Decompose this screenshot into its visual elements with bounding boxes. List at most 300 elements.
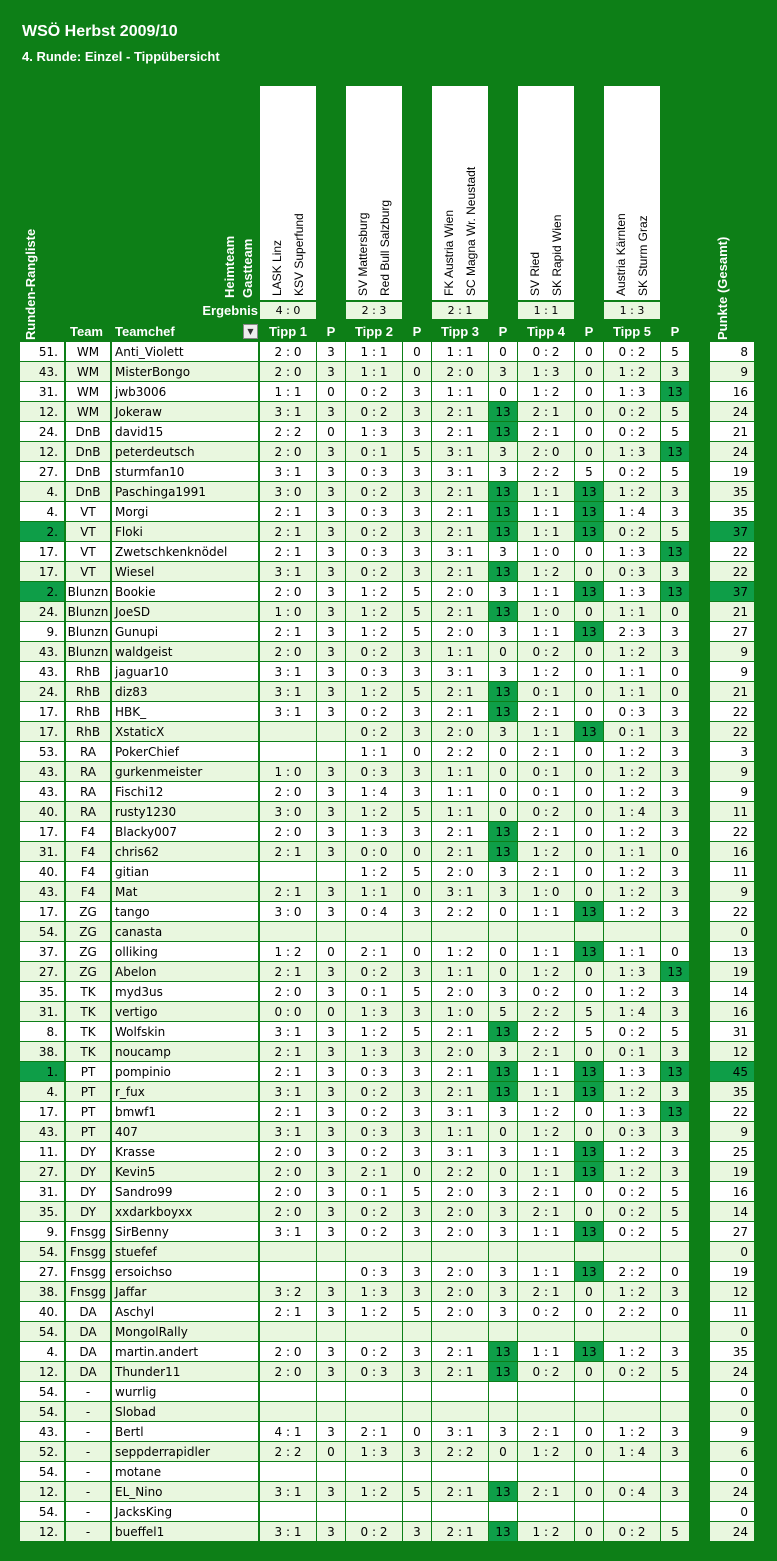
rank-cell: 54. — [20, 1402, 64, 1421]
points-cell: 5 — [489, 1002, 517, 1021]
points-cell: 0 — [489, 382, 517, 401]
tipp-cell: 0 : 2 — [604, 422, 660, 441]
tipp-cell: 2 : 2 — [604, 1302, 660, 1321]
points-cell — [661, 1462, 689, 1481]
table-row — [20, 1242, 754, 1262]
points-cell — [317, 1462, 345, 1481]
points-cell: 3 — [403, 1362, 431, 1381]
rank-cell: 43. — [20, 782, 64, 801]
table-row — [20, 1162, 754, 1182]
points-cell: 3 — [317, 1482, 345, 1501]
total-cell: 25 — [710, 1142, 754, 1161]
table-row — [20, 502, 754, 522]
points-cell: 3 — [489, 982, 517, 1001]
total-cell: 9 — [710, 662, 754, 681]
tipp-cell — [260, 1382, 316, 1401]
rank-cell: 12. — [20, 402, 64, 421]
tipp-cell: 1 : 2 — [604, 1082, 660, 1101]
points-cell: 0 — [575, 1362, 603, 1381]
team-cell: Blunzn — [66, 582, 110, 601]
points-cell: 0 — [575, 442, 603, 461]
total-cell: 24 — [710, 402, 754, 421]
team-cell: Fnsgg — [66, 1222, 110, 1241]
team-cell: PT — [66, 1082, 110, 1101]
tipp-header: Tipp 4 — [526, 324, 566, 339]
points-cell: 0 — [575, 1282, 603, 1301]
team-cell: ZG — [66, 902, 110, 921]
table-row — [20, 742, 754, 762]
tipp-cell: 2 : 2 — [432, 742, 488, 761]
total-cell: 8 — [710, 342, 754, 361]
points-cell: 3 — [317, 542, 345, 561]
tipp-cell: 1 : 2 — [604, 1142, 660, 1161]
total-cell: 11 — [710, 862, 754, 881]
p-header: P — [412, 324, 422, 339]
points-cell: 0 — [661, 942, 689, 961]
table-row — [20, 1282, 754, 1302]
points-cell: 13 — [489, 822, 517, 841]
points-cell: 3 — [489, 662, 517, 681]
points-cell: 3 — [403, 1202, 431, 1221]
points-cell: 13 — [661, 442, 689, 461]
points-cell: 3 — [489, 462, 517, 481]
dropdown-arrow-icon[interactable]: ▼ — [243, 324, 258, 339]
table-row — [20, 802, 754, 822]
team-cell: RhB — [66, 682, 110, 701]
tipp-cell: 0 : 3 — [346, 542, 402, 561]
tipp-cell: 1 : 2 — [518, 1102, 574, 1121]
tipp-cell: 1 : 3 — [604, 542, 660, 561]
points-cell: 3 — [661, 562, 689, 581]
points-cell: 5 — [661, 1202, 689, 1221]
tipp-cell: 1 : 2 — [346, 1022, 402, 1041]
points-cell: 0 — [575, 382, 603, 401]
tipp-cell: 0 : 3 — [604, 702, 660, 721]
tipp-cell: 1 : 4 — [346, 782, 402, 801]
tipp-cell: 1 : 1 — [346, 362, 402, 381]
teamchef-cell: wurrlig — [112, 1382, 258, 1401]
total-cell: 22 — [710, 722, 754, 741]
points-cell: 0 — [489, 642, 517, 661]
tipp-cell: 0 : 2 — [518, 1362, 574, 1381]
points-cell: 3 — [661, 722, 689, 741]
tipp-cell: 1 : 4 — [604, 502, 660, 521]
team-cell: F4 — [66, 842, 110, 861]
points-cell: 3 — [317, 1342, 345, 1361]
rank-cell: 27. — [20, 962, 64, 981]
points-cell: 0 — [575, 982, 603, 1001]
tipp-cell: 1 : 3 — [604, 442, 660, 461]
tipp-cell: 2 : 1 — [518, 1282, 574, 1301]
points-cell — [489, 1502, 517, 1521]
tipp-cell — [432, 1322, 488, 1341]
tipp-cell — [346, 1322, 402, 1341]
tipp-cell — [346, 1502, 402, 1521]
table-row — [20, 422, 754, 442]
tipp-cell: 2 : 1 — [432, 402, 488, 421]
points-cell: 3 — [317, 1282, 345, 1301]
team-cell: - — [66, 1382, 110, 1401]
team-cell: DA — [66, 1342, 110, 1361]
tipp-cell — [604, 1502, 660, 1521]
tipp-cell: 2 : 1 — [518, 422, 574, 441]
points-cell: 13 — [489, 1482, 517, 1501]
tipp-cell: 2 : 1 — [260, 542, 316, 561]
points-cell: 13 — [661, 382, 689, 401]
team-cell: - — [66, 1502, 110, 1521]
rank-cell: 53. — [20, 742, 64, 761]
points-cell: 3 — [317, 1222, 345, 1241]
tipp-cell: 1 : 1 — [518, 902, 574, 921]
tipp-cell: 0 : 1 — [346, 982, 402, 1001]
total-cell: 27 — [710, 1222, 754, 1241]
points-cell: 0 — [403, 942, 431, 961]
points-cell: 3 — [661, 642, 689, 661]
tipp-cell: 2 : 0 — [260, 1142, 316, 1161]
points-cell — [489, 1242, 517, 1261]
away-team-label: Red Bull Salzburg — [378, 199, 392, 296]
rank-cell: 9. — [20, 1222, 64, 1241]
points-cell: 3 — [317, 1022, 345, 1041]
points-cell: 13 — [489, 502, 517, 521]
points-cell: 3 — [403, 1342, 431, 1361]
table-row — [20, 362, 754, 382]
tipp-cell: 1 : 2 — [604, 742, 660, 761]
tipp-cell: 2 : 1 — [518, 702, 574, 721]
p-header: P — [326, 324, 336, 339]
team-cell: PT — [66, 1122, 110, 1141]
total-cell: 0 — [710, 1382, 754, 1401]
team-cell: - — [66, 1422, 110, 1441]
table-row — [20, 1362, 754, 1382]
points-cell: 3 — [403, 1122, 431, 1141]
rank-cell: 40. — [20, 802, 64, 821]
points-cell — [489, 922, 517, 941]
rank-cell: 38. — [20, 1042, 64, 1061]
points-cell: 3 — [317, 1122, 345, 1141]
points-cell: 5 — [661, 1522, 689, 1541]
tipp-cell: 0 : 2 — [346, 402, 402, 421]
tipp-cell: 0 : 2 — [604, 1362, 660, 1381]
points-cell: 5 — [403, 802, 431, 821]
teamchef-cell: pompinio — [112, 1062, 258, 1081]
tipp-cell — [432, 1242, 488, 1261]
total-cell: 21 — [710, 602, 754, 621]
rank-cell: 54. — [20, 1462, 64, 1481]
rank-cell: 43. — [20, 1122, 64, 1141]
points-cell: 0 — [489, 1442, 517, 1461]
table-row — [20, 482, 754, 502]
tipp-cell — [604, 1382, 660, 1401]
points-cell: 3 — [317, 482, 345, 501]
rangliste-label: Runden-Rangliste — [23, 228, 38, 340]
points-cell — [575, 1382, 603, 1401]
points-cell: 3 — [317, 402, 345, 421]
points-cell: 0 — [403, 342, 431, 361]
rank-cell: 4. — [20, 1342, 64, 1361]
teamchef-cell: martin.andert — [112, 1342, 258, 1361]
teamchef-cell: Anti_Violett — [112, 342, 258, 361]
points-cell: 0 — [575, 602, 603, 621]
teamchef-cell: ersoichso — [112, 1262, 258, 1281]
heimteam-label: Heimteam — [222, 235, 237, 298]
tipp-cell: 2 : 1 — [518, 1202, 574, 1221]
tipp-cell: 2 : 1 — [260, 1102, 316, 1121]
rank-cell: 27. — [20, 1262, 64, 1281]
points-cell — [317, 862, 345, 881]
teamchef-cell: Krasse — [112, 1142, 258, 1161]
team-cell: WM — [66, 382, 110, 401]
team-cell: F4 — [66, 822, 110, 841]
tipp-cell: 2 : 1 — [432, 422, 488, 441]
total-cell: 24 — [710, 442, 754, 461]
tipp-cell: 2 : 1 — [432, 522, 488, 541]
points-cell: 5 — [661, 462, 689, 481]
points-cell — [489, 1402, 517, 1421]
total-cell: 22 — [710, 542, 754, 561]
points-cell: 3 — [317, 702, 345, 721]
tipp-cell — [346, 1462, 402, 1481]
tipp-cell: 2 : 1 — [432, 1482, 488, 1501]
total-cell: 9 — [710, 882, 754, 901]
tipp-cell: 1 : 4 — [604, 1442, 660, 1461]
points-cell: 3 — [661, 1162, 689, 1181]
tipp-cell: 1 : 1 — [518, 1142, 574, 1161]
team-cell: - — [66, 1482, 110, 1501]
match-result: 4 : 0 — [260, 302, 316, 319]
points-cell: 5 — [575, 1022, 603, 1041]
away-team-label: SK Sturm Graz — [636, 215, 650, 296]
teamchef-cell: Morgi — [112, 502, 258, 521]
tipp-cell: 3 : 1 — [260, 1222, 316, 1241]
points-cell: 13 — [489, 1082, 517, 1101]
tipp-cell: 2 : 0 — [432, 622, 488, 641]
points-cell: 3 — [403, 962, 431, 981]
points-cell: 0 — [489, 1162, 517, 1181]
points-cell: 3 — [661, 1422, 689, 1441]
tipp-cell: 0 : 4 — [346, 902, 402, 921]
tipp-cell: 1 : 1 — [518, 1162, 574, 1181]
tipp-cell: 0 : 2 — [604, 1022, 660, 1041]
tipp-cell: 2 : 1 — [432, 1362, 488, 1381]
points-cell: 0 — [489, 902, 517, 921]
tipp-cell: 0 : 3 — [346, 762, 402, 781]
points-cell: 3 — [403, 722, 431, 741]
points-cell — [661, 1242, 689, 1261]
rank-cell: 11. — [20, 1142, 64, 1161]
teamchef-cell: Gunupi — [112, 622, 258, 641]
tipp-cell: 0 : 1 — [604, 722, 660, 741]
points-cell — [661, 1322, 689, 1341]
tipp-cell: 0 : 2 — [604, 1182, 660, 1201]
points-cell: 3 — [489, 1142, 517, 1161]
tipp-cell: 1 : 1 — [604, 662, 660, 681]
points-cell: 3 — [403, 1082, 431, 1101]
points-cell: 3 — [317, 842, 345, 861]
tipp-cell: 0 : 2 — [346, 722, 402, 741]
points-cell: 3 — [317, 682, 345, 701]
points-cell: 5 — [661, 1182, 689, 1201]
tipp-cell: 0 : 2 — [346, 1222, 402, 1241]
teamchef-cell: Zwetschkenknödel — [112, 542, 258, 561]
tipp-cell: 1 : 3 — [604, 1102, 660, 1121]
table-row — [20, 1302, 754, 1322]
points-cell: 3 — [317, 602, 345, 621]
points-cell: 3 — [403, 402, 431, 421]
tipp-cell: 1 : 2 — [518, 662, 574, 681]
total-cell: 24 — [710, 1522, 754, 1541]
points-cell: 3 — [317, 802, 345, 821]
total-cell: 9 — [710, 362, 754, 381]
points-cell: 0 — [575, 682, 603, 701]
table-row — [20, 962, 754, 982]
table-row — [20, 602, 754, 622]
match-result: 1 : 3 — [604, 302, 660, 319]
tipp-cell: 2 : 0 — [260, 1362, 316, 1381]
tipp-cell: 2 : 1 — [518, 1422, 574, 1441]
points-cell: 0 — [575, 1202, 603, 1221]
points-cell: 13 — [575, 942, 603, 961]
total-cell: 19 — [710, 462, 754, 481]
match-header-box — [432, 86, 488, 300]
points-cell: 3 — [661, 1142, 689, 1161]
team-cell: WM — [66, 402, 110, 421]
points-cell: 0 — [317, 422, 345, 441]
tipp-cell — [346, 1402, 402, 1421]
points-cell: 3 — [403, 782, 431, 801]
team-cell: VT — [66, 542, 110, 561]
points-cell: 0 — [403, 362, 431, 381]
tipp-cell: 1 : 1 — [432, 762, 488, 781]
points-cell: 3 — [489, 882, 517, 901]
tipp-cell: 0 : 1 — [346, 1182, 402, 1201]
points-cell: 0 — [575, 782, 603, 801]
tipp-cell — [260, 1462, 316, 1481]
teamchef-cell: gurkenmeister — [112, 762, 258, 781]
points-cell: 3 — [489, 1222, 517, 1241]
points-cell: 0 — [575, 1482, 603, 1501]
points-cell: 13 — [489, 842, 517, 861]
total-cell: 22 — [710, 1102, 754, 1121]
points-cell: 0 — [489, 762, 517, 781]
tipp-table — [20, 342, 754, 1542]
tipp-cell: 3 : 0 — [260, 802, 316, 821]
tipp-cell: 1 : 1 — [518, 1082, 574, 1101]
points-cell: 3 — [317, 1182, 345, 1201]
tipp-cell: 1 : 3 — [346, 822, 402, 841]
table-row — [20, 1222, 754, 1242]
tipp-cell: 1 : 3 — [346, 1282, 402, 1301]
points-cell — [403, 1242, 431, 1261]
rank-cell: 43. — [20, 882, 64, 901]
tipp-cell: 0 : 2 — [518, 1302, 574, 1321]
points-cell: 3 — [317, 522, 345, 541]
points-cell: 0 — [317, 382, 345, 401]
table-row — [20, 582, 754, 602]
rank-cell: 35. — [20, 1202, 64, 1221]
rank-cell: 51. — [20, 342, 64, 361]
tipp-cell: 0 : 0 — [260, 1002, 316, 1021]
tipp-cell: 0 : 2 — [346, 1102, 402, 1121]
rank-cell: 43. — [20, 642, 64, 661]
rank-cell: 17. — [20, 722, 64, 741]
tipp-cell: 2 : 0 — [260, 822, 316, 841]
tipp-cell: 0 : 3 — [346, 502, 402, 521]
tipp-cell: 1 : 1 — [432, 342, 488, 361]
tipp-cell — [260, 1242, 316, 1261]
match-header-box — [346, 86, 402, 300]
points-cell: 3 — [317, 982, 345, 1001]
rank-cell: 54. — [20, 922, 64, 941]
points-cell: 5 — [403, 622, 431, 641]
points-cell: 0 — [575, 1122, 603, 1141]
tipp-cell: 2 : 1 — [432, 602, 488, 621]
points-cell: 3 — [661, 762, 689, 781]
points-cell: 0 — [489, 962, 517, 981]
teamchef-cell: EL_Nino — [112, 1482, 258, 1501]
rank-cell: 27. — [20, 1162, 64, 1181]
total-cell: 0 — [710, 1502, 754, 1521]
points-cell: 0 — [575, 762, 603, 781]
tipp-cell: 1 : 1 — [518, 942, 574, 961]
points-cell: 3 — [317, 622, 345, 641]
tipp-cell: 1 : 2 — [346, 802, 402, 821]
points-cell: 13 — [575, 722, 603, 741]
tipp-cell: 2 : 1 — [260, 1042, 316, 1061]
tipp-cell: 2 : 2 — [260, 422, 316, 441]
teamchef-cell: MisterBongo — [112, 362, 258, 381]
team-cell: Blunzn — [66, 602, 110, 621]
tipp-cell: 2 : 1 — [346, 1422, 402, 1441]
tipp-cell: 3 : 1 — [432, 542, 488, 561]
points-cell: 5 — [403, 982, 431, 1001]
team-cell: WM — [66, 342, 110, 361]
tipp-cell — [604, 1402, 660, 1421]
points-cell: 0 — [575, 642, 603, 661]
rank-cell: 12. — [20, 1522, 64, 1541]
points-cell: 0 — [575, 402, 603, 421]
tipp-cell: 2 : 1 — [260, 882, 316, 901]
tipp-cell: 1 : 2 — [346, 1482, 402, 1501]
table-row — [20, 342, 754, 362]
tipp-cell: 2 : 0 — [518, 442, 574, 461]
tipp-cell: 0 : 1 — [346, 442, 402, 461]
away-team-label: SC Magna Wr. Neustadt — [464, 166, 478, 296]
tipp-cell: 2 : 0 — [432, 1222, 488, 1241]
tipp-cell: 1 : 1 — [518, 482, 574, 501]
tipp-cell: 2 : 0 — [260, 982, 316, 1001]
points-cell: 3 — [317, 1082, 345, 1101]
points-cell: 3 — [403, 822, 431, 841]
tipp-cell: 0 : 2 — [518, 342, 574, 361]
tipp-cell: 2 : 0 — [260, 642, 316, 661]
tipp-cell: 2 : 1 — [260, 502, 316, 521]
points-cell: 5 — [403, 1022, 431, 1041]
points-cell: 0 — [575, 702, 603, 721]
table-row — [20, 782, 754, 802]
points-cell: 13 — [575, 482, 603, 501]
team-cell: DY — [66, 1142, 110, 1161]
points-cell: 0 — [489, 742, 517, 761]
punkte-label: Punkte (Gesamt) — [715, 236, 730, 340]
tipp-cell — [518, 1402, 574, 1421]
tipp-cell: 1 : 2 — [604, 902, 660, 921]
total-cell: 0 — [710, 1322, 754, 1341]
tipp-cell: 1 : 3 — [346, 1002, 402, 1021]
points-cell: 3 — [317, 582, 345, 601]
points-cell: 0 — [575, 882, 603, 901]
points-cell: 3 — [317, 1142, 345, 1161]
